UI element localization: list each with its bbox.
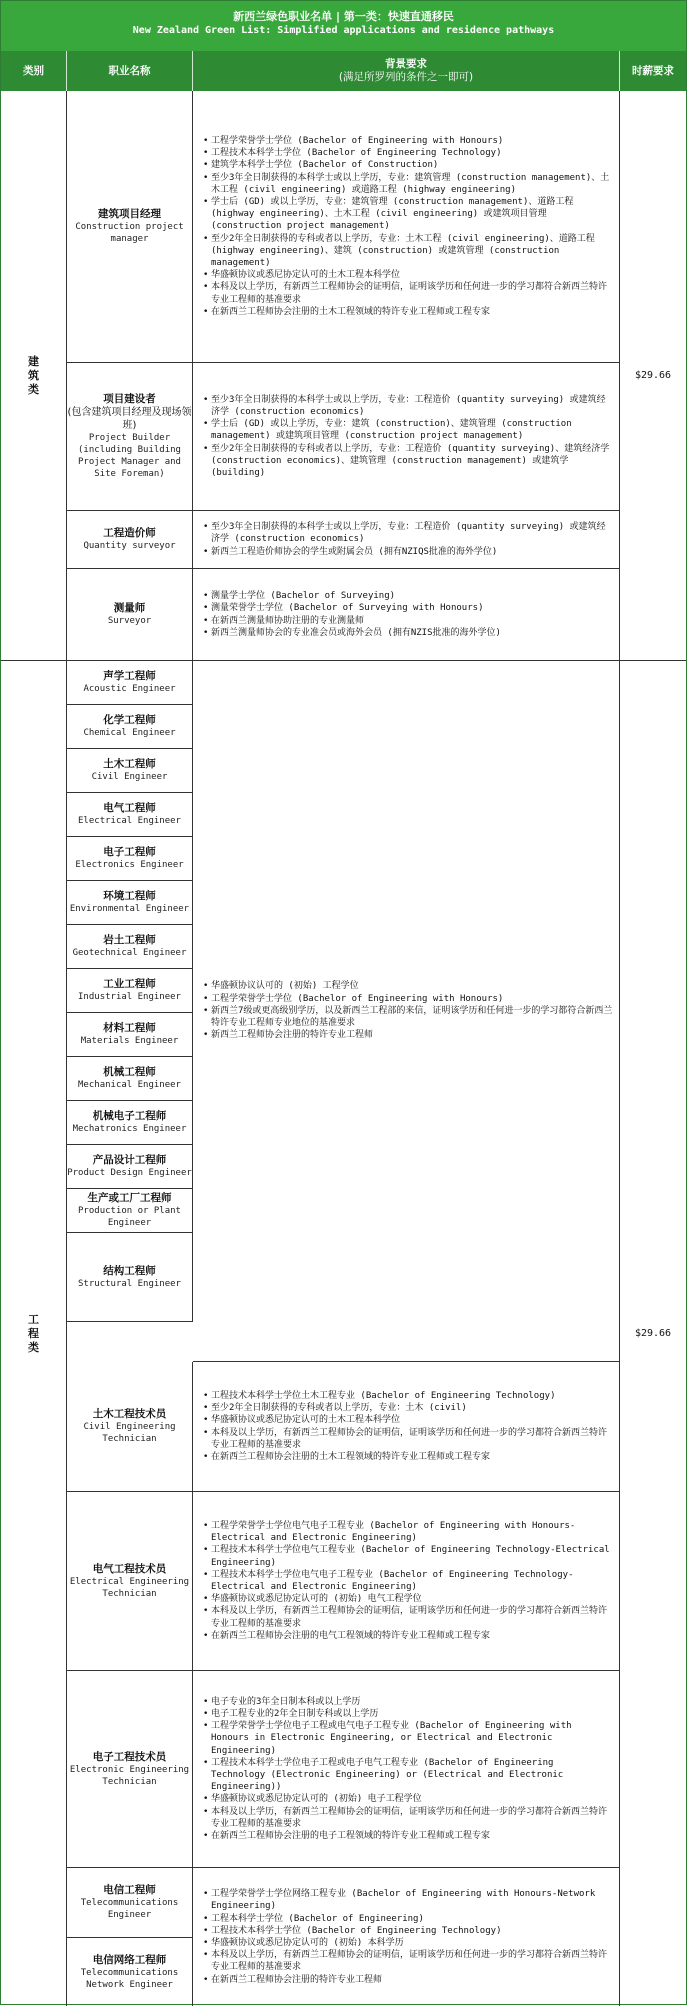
requirements-list (203, 521, 613, 558)
occupation-electronic-engineering-technician (67, 1671, 193, 1868)
occupation-mechatronics-engineer (67, 1101, 193, 1145)
occupation-environmental-engineer (67, 881, 193, 925)
occupation-name-en: Telecommunications Network Engineer (80, 1967, 179, 1990)
requirement-item: • 工程学荣誉学士学位 (Bachelor of Engineering with Honours) (203, 993, 613, 1005)
requirement-item: • 本科及以上学历，有新西兰工程师协会的证明信，证明该学历和任何进一步的学习都符合新西兰特许专业工程师的基准要求 (203, 1949, 613, 1973)
requirements-project-builder (193, 363, 620, 511)
requirement-item: • 在新西兰工程师协会注册的电气工程领域的特许专业工程师或工程专家 (203, 1630, 613, 1642)
occupation-name-zh: 电气工程技术员 (92, 1562, 167, 1575)
occupation-name-en: Civil Engineering Technician (83, 1422, 176, 1444)
requirement-item: • 新西兰工程造价师协会的学生或附属会员 (拥有NZIQS批准的海外学位) (203, 546, 613, 558)
category-construction (1, 91, 67, 661)
requirements-electronic-engineering-technician (193, 1671, 620, 1868)
occupation-name-en: Electrical Engineer (78, 816, 181, 826)
requirement-item: • 在新西兰工程师协会注册的特许专业工程师 (203, 1974, 613, 1986)
requirement-item: • 工程本科学士学位 (Bachelor of Engineering) (203, 1913, 613, 1925)
header-requirements-title: 背景要求 (385, 58, 427, 70)
occupation-name-zh: 机械电子工程师 (92, 1110, 167, 1122)
requirement-item: • 至少2年全日制获得的专科或者以上学历，专业：工程造价 (quantity surveying)、建筑经济学 (construction economics)、建筑管理 (construction management) 或建筑学 (building) (203, 443, 613, 480)
requirement-item: • 工程学荣誉学士学位网络工程专业 (Bachelor of Engineering with Honours-Network Engineering) (203, 1888, 613, 1912)
occupation-name-zh: 土木工程师 (103, 758, 156, 770)
occupation-electrical-engineer (67, 793, 193, 837)
occupation-project-builder (67, 363, 193, 511)
requirement-item: • 华盛顿协议或悉尼协定认可的 (初始) 电子工程学位 (203, 1793, 613, 1805)
header-occupation: 职业名称 (67, 51, 193, 91)
occupation-name-en: Product Design Engineer (67, 1168, 192, 1178)
requirements-list (203, 1390, 613, 1463)
requirement-item: • 测量荣誉学士学位 (Bachelor of Surveying with Honours) (203, 602, 501, 614)
requirement-item: • 工程技术本科学士学位电气电子工程专业 (Bachelor of Engineering Technology-Electrical and Electronic Engineering) (203, 1569, 613, 1593)
occupation-name-en: Chemical Engineer (83, 728, 176, 738)
wage-engineering: $29.66 (634, 1328, 672, 1339)
occupation-name-zh: 化学工程师 (103, 714, 156, 726)
title-zh: 新西兰绿色职业名单 | 第一类：快速直通移民 (233, 10, 454, 23)
occupation-electrical-engineering-technician (67, 1492, 193, 1671)
occupation-name-en: Telecommunications Engineer (80, 1898, 179, 1920)
requirement-item: • 本科及以上学历，有新西兰工程师协会的证明信，证明该学历和任何进一步的学习都符合新西兰特许专业工程师的基准要求 (203, 281, 613, 305)
occupation-name-zh: 声学工程师 (103, 670, 156, 682)
occupation-name-en: Industrial Engineer (78, 992, 181, 1002)
occupation-name-en: Structural Engineer (78, 1278, 181, 1289)
occupation-mechanical-engineer (67, 1057, 193, 1101)
requirements-surveyor (193, 569, 620, 661)
requirements-list (203, 1888, 613, 1986)
requirement-item: • 电子工程专业的2年全日制专科或以上学历 (203, 1708, 613, 1720)
requirements-list (203, 135, 613, 318)
occupation-name-zh: 工业工程师 (103, 978, 156, 990)
occupation-name-zh: 岩土工程师 (103, 934, 156, 946)
requirement-item: • 至少3年全日制获得的本科学士或以上学历，专业：工程造价 (quantity surveying) 或建筑经济学 (construction economics) (203, 394, 613, 418)
requirements-civil-engineering-technician (193, 1362, 620, 1492)
requirement-item: • 新西兰测量师协会的专业准会员或海外会员 (拥有NZIS批准的海外学位) (203, 627, 501, 639)
header-category: 类别 (1, 51, 67, 91)
occupation-name-zh: 电子工程技术员 (92, 1750, 167, 1763)
requirement-item: • 华盛顿协议或悉尼协定认可的 (初始) 电气工程学位 (203, 1593, 613, 1605)
category-engineering (1, 661, 67, 2006)
requirement-item: • 华盛顿协议或悉尼协定认可的 (初始) 本科学历 (203, 1937, 613, 1949)
occupation-name-zh: 电子工程师 (103, 846, 156, 858)
occupation-product-design-engineer (67, 1145, 193, 1189)
requirement-item: • 在新西兰测量师协助注册的专业测量师 (203, 615, 501, 627)
requirements-list (203, 590, 501, 639)
requirements-list (203, 980, 613, 1041)
occupation-electronics-engineer (67, 837, 193, 881)
table-header (1, 51, 686, 91)
occupation-acoustic-engineer (67, 661, 193, 705)
requirements-list (203, 394, 613, 479)
requirements-engineer-group (193, 661, 620, 1362)
occupation-civil-engineering-technician (67, 1362, 193, 1492)
requirement-item: • 工程技术本科学士学位电子工程或电子电气工程专业 (Bachelor of Engineering Technology (Electronic Engineering) or (Electrical and Electronic Engineering)) (203, 1757, 613, 1794)
occupation-name-zh: 电信工程师 (103, 1884, 156, 1896)
requirement-item: • 工程学荣誉学士学位 (Bachelor of Engineering with Honours) (203, 135, 613, 147)
occupation-telecommunications-engineer (67, 1868, 193, 1938)
requirement-item: • 学士后 (GD) 或以上学历，专业：建筑 (construction)、建筑管理 (construction management) 或建筑项目管理 (construction project management) (203, 418, 613, 442)
title-en: New Zealand Green List: Simplified applications and residence pathways (132, 25, 555, 36)
occupation-name-zh: 生产或工厂工程师 (87, 1192, 172, 1204)
requirement-item: • 至少3年全日制获得的本科学士或以上学历，专业：工程造价 (quantity surveying) 或建筑经济学 (construction economics) (203, 521, 613, 545)
occupation-industrial-engineer (67, 969, 193, 1013)
header-wage: 时薪要求 (632, 64, 674, 77)
occupation-name-zh-note: (包含建筑项目经理及现场领班) (67, 407, 192, 431)
requirement-item: • 至少3年全日制获得的本科学士或以上学历，专业：建筑管理 (construction management)、土木工程 (civil engineering) 或道路工程 (highway engineering) (203, 172, 613, 196)
occupation-name-zh: 结构工程师 (103, 1264, 156, 1277)
occupation-production-plant-engineer (67, 1189, 193, 1233)
occupation-name-en: Civil Engineer (91, 772, 168, 782)
occupation-construction-project-manager (67, 91, 193, 363)
requirement-item: • 工程技术本科学士学位 (Bachelor of Engineering Technology) (203, 147, 613, 159)
requirement-item: • 至少2年全日制获得的专科或者以上学历，专业：土木 (civil) (203, 1402, 613, 1414)
requirement-item: • 在新西兰工程师协会注册的土木工程领域的特许专业工程师或工程专家 (203, 306, 613, 318)
requirement-item: • 在新西兰工程师协会注册的土木工程领域的特许专业工程师或工程专家 (203, 1451, 613, 1463)
category-construction-label: 建筑类 (28, 354, 39, 396)
requirement-item: • 电子专业的3年全日制本科或以上学历 (203, 1696, 613, 1708)
occupation-name-zh: 建筑项目经理 (98, 208, 161, 220)
occupation-name-zh: 电信网络工程师 (92, 1953, 167, 1966)
requirement-item: • 建筑学本科学士学位 (Bachelor of Construction) (203, 159, 613, 171)
category-engineering-label: 工程类 (28, 1312, 39, 1354)
occupation-name-en: Quantity surveyor (83, 541, 176, 551)
occupation-surveyor (67, 569, 193, 661)
requirement-item: • 工程技术本科学士学位电气工程专业 (Bachelor of Engineering Technology-Electrical Engineering) (203, 1544, 613, 1568)
occupation-name-zh: 土木工程技术员 (92, 1408, 167, 1420)
occupation-structural-engineer (67, 1233, 193, 1322)
requirements-telecom-group (193, 1868, 620, 2006)
requirement-item: • 工程技术本科学士学位 (Bachelor of Engineering Technology) (203, 1925, 613, 1937)
occupation-materials-engineer (67, 1013, 193, 1057)
requirement-item: • 工程学荣誉学士学位电气电子工程专业 (Bachelor of Engineering with Honours-Electrical and Electronic Engineering) (203, 1520, 613, 1544)
wage-construction: $29.66 (620, 91, 686, 661)
occupation-name-zh: 工程造价师 (103, 527, 156, 539)
requirements-list (203, 1520, 613, 1642)
requirement-item: • 华盛顿协议认可的 (初始) 工程学位 (203, 980, 613, 992)
occupation-quantity-surveyor (67, 511, 193, 569)
requirement-item: • 新西兰7级或更高级别学历，以及新西兰工程部的来信，证明该学历和任何进一步的学习都符合新西兰特许专业工程师专业地位的基准要求 (203, 1005, 613, 1029)
occupation-name-zh: 环境工程师 (103, 890, 156, 902)
occupation-geotechnical-engineer (67, 925, 193, 969)
requirement-item: • 测量学士学位 (Bachelor of Surveying) (203, 590, 501, 602)
occupation-name-en: Geotechnical Engineer (72, 948, 187, 958)
occupation-name-en: Surveyor (107, 616, 152, 626)
occupation-name-en: Project Builder (including Building Project Manager and Site Foreman) (78, 433, 181, 479)
requirement-item: • 本科及以上学历，有新西兰工程师协会的证明信，证明该学历和任何进一步的学习都符合新西兰特许专业工程师的基准要求 (203, 1427, 613, 1451)
title-bar (1, 1, 686, 51)
occupation-name-en: Environmental Engineer (69, 904, 190, 914)
occupation-name-zh: 电气工程师 (103, 802, 156, 814)
header-requirements-sub: (满足所罗列的条件之一即可) (338, 71, 474, 83)
requirement-item: • 本科及以上学历，有新西兰工程师协会的证明信，证明该学历和任何进一步的学习都符合新西兰特许专业工程师的基准要求 (203, 1806, 613, 1830)
occupation-name-en: Electronics Engineer (75, 860, 184, 870)
occupation-name-en: Mechatronics Engineer (72, 1124, 187, 1134)
requirement-item: • 在新西兰工程师协会注册的电子工程领域的特许专业工程师或工程专家 (203, 1830, 613, 1842)
occupation-name-zh: 产品设计工程师 (92, 1154, 167, 1166)
requirements-construction-project-manager (193, 91, 620, 363)
occupation-name-en: Electrical Engineering Technician (69, 1576, 190, 1599)
requirement-item: • 华盛顿协议或悉尼协定认可的土木工程本科学位 (203, 1414, 613, 1426)
requirements-list (203, 1696, 613, 1842)
occupation-telecommunications-network-engineer (67, 1938, 193, 2006)
occupation-name-en: Acoustic Engineer (83, 684, 176, 694)
occupation-name-zh: 材料工程师 (103, 1022, 156, 1034)
requirement-item: • 工程技术本科学士学位土木工程专业 (Bachelor of Engineering Technology) (203, 1390, 613, 1402)
occupation-name-zh: 测量师 (113, 602, 146, 614)
requirements-quantity-surveyor (193, 511, 620, 569)
occupation-name-zh: 机械工程师 (103, 1066, 156, 1078)
occupation-name-en: Materials Engineer (80, 1036, 179, 1046)
requirement-item: • 工程学荣誉学士学位电子工程或电气电子工程专业 (Bachelor of Engineering with Honours in Electronic Engineering, or Electrical and Electronic Engineering) (203, 1720, 613, 1757)
requirement-item: • 至少2年全日制获得的专科或者以上学历，专业：土木工程 (civil engineering)、道路工程 (highway engineering)、建筑 (construction) 或建筑管理 (construction management) (203, 233, 613, 270)
requirement-item: • 华盛顿协议或悉尼协定认可的土木工程本科学位 (203, 269, 613, 281)
occupation-name-en: Mechanical Engineer (78, 1080, 181, 1090)
header-requirements (193, 51, 620, 91)
requirement-item: • 学士后 (GD) 或以上学历，专业：建筑管理 (construction management)、道路工程 (highway engineering)、土木工程 (civil engineering) 或建筑项目管理 (construction project management) (203, 196, 613, 233)
occupation-name-en: Construction project manager (75, 222, 184, 244)
requirements-electrical-engineering-technician (193, 1492, 620, 1671)
requirement-item: • 新西兰工程师协会注册的特许专业工程师 (203, 1029, 613, 1041)
requirement-item: • 本科及以上学历，有新西兰工程师协会的证明信，证明该学历和任何进一步的学习都符合新西兰特许专业工程师的基准要求 (203, 1605, 613, 1629)
occupation-chemical-engineer (67, 705, 193, 749)
occupation-name-zh: 项目建设者 (103, 393, 156, 405)
occupation-name-en: Electronic Engineering Technician (69, 1764, 190, 1787)
occupation-civil-engineer (67, 749, 193, 793)
occupation-name-en: Production or Plant Engineer (78, 1206, 181, 1228)
